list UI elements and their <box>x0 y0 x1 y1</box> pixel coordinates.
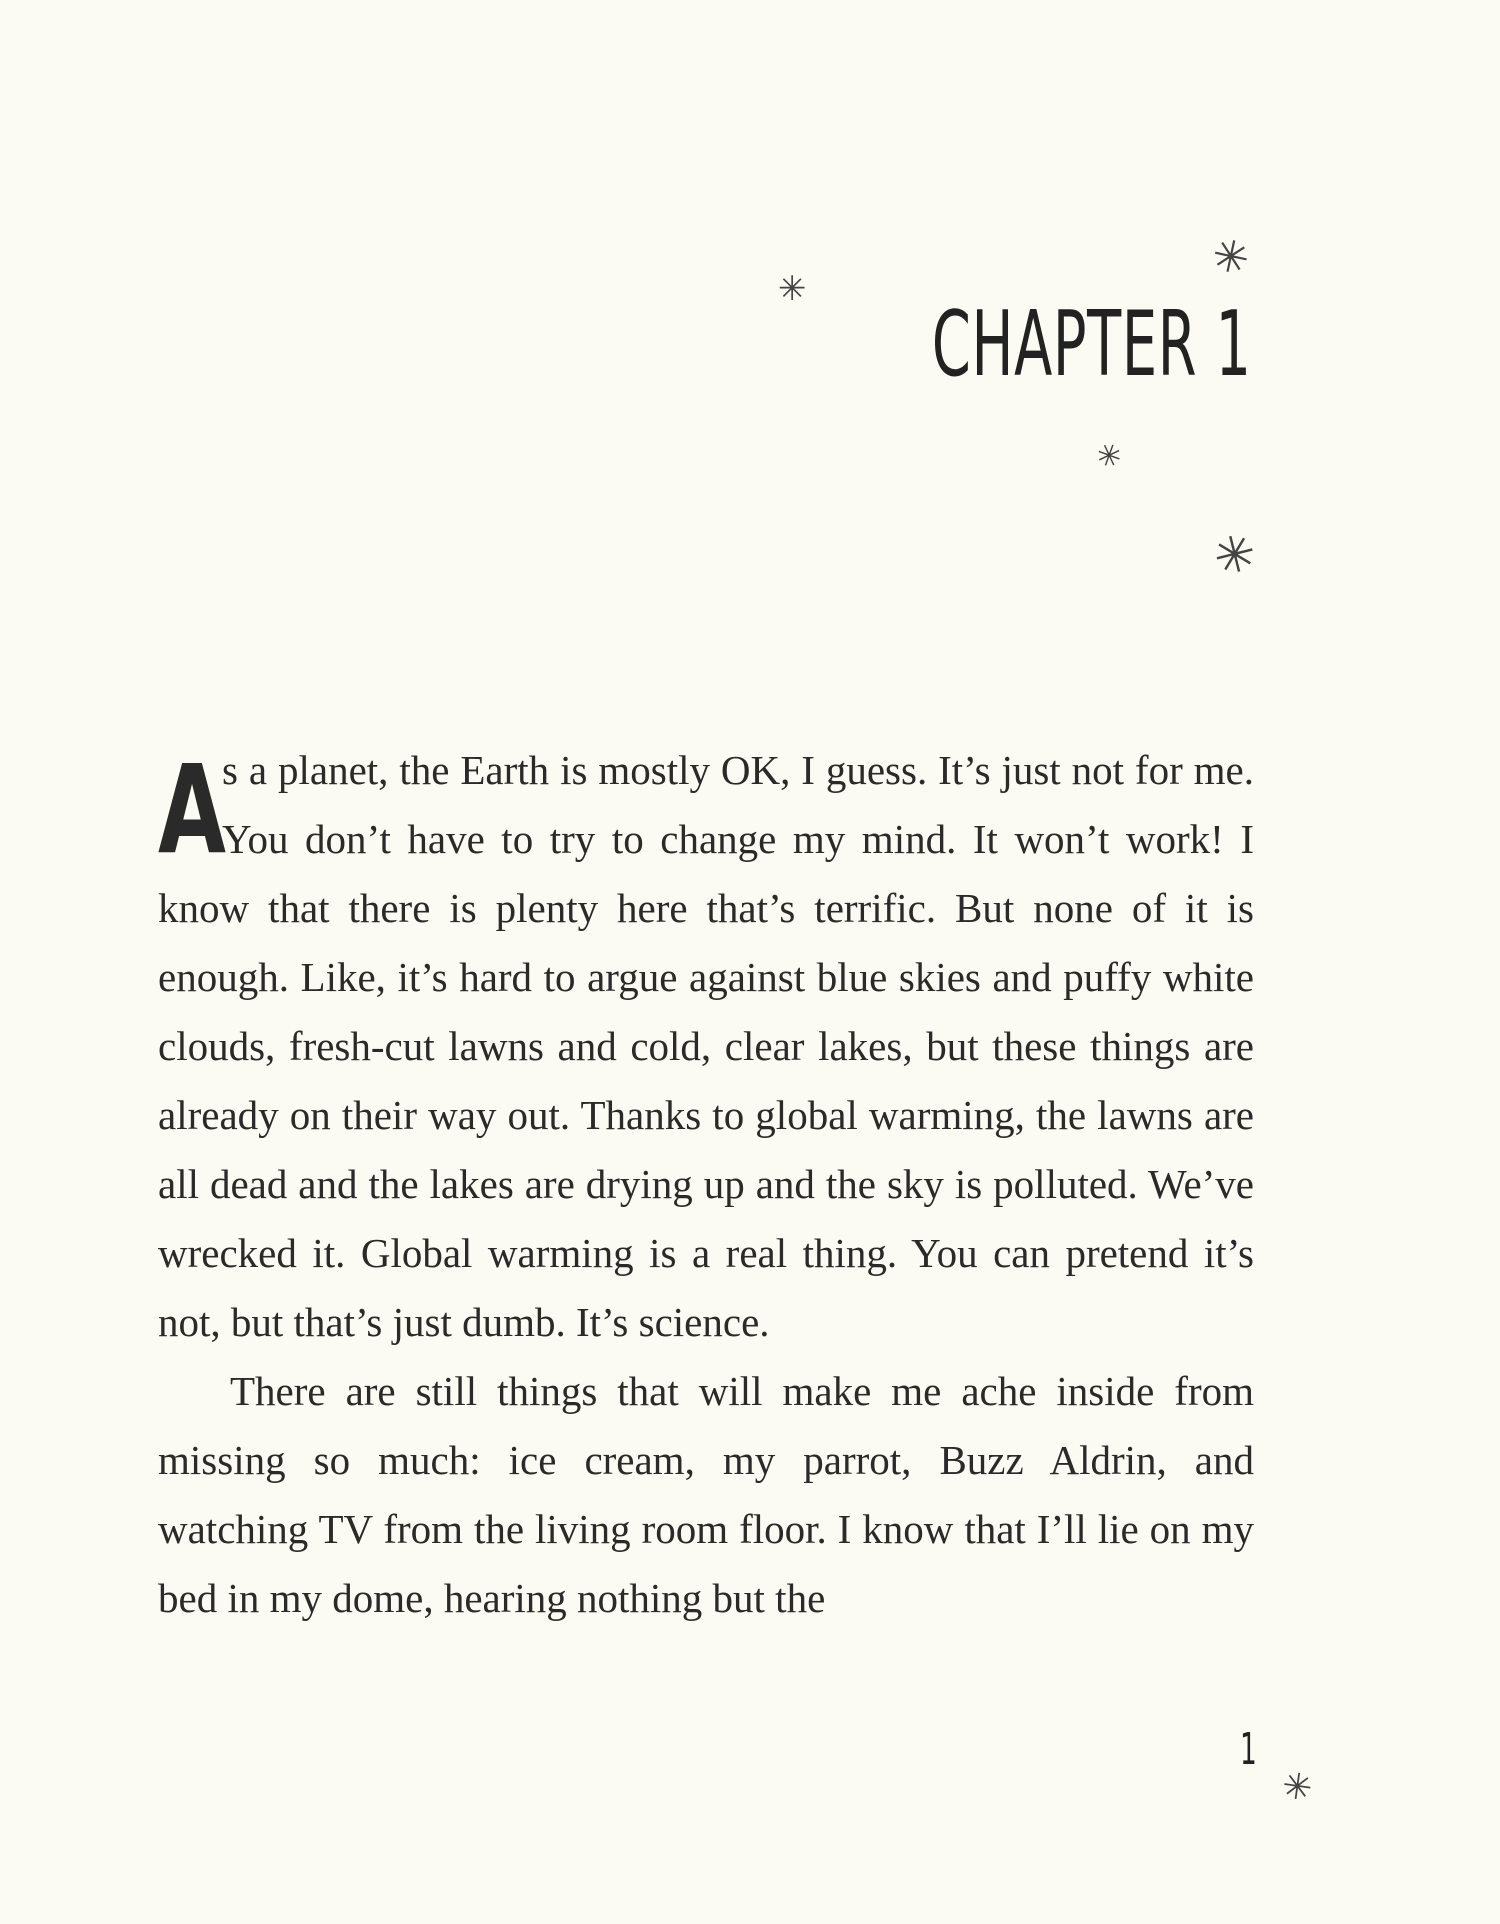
paragraph-1-text: s a planet, the Earth is mostly OK, I guess. It’s just not for me. You don’t have to try to change my mind. It won’t work! I know that there is plenty here that’s terrific. But none of it is enough. Like, it’s hard to argue against blue skies and puffy white clouds, fresh-cut lawns and cold, clear lakes, but these things are already on their way out. Thanks to global warming, the lawns are all dead and the lakes are drying up and the sky is polluted. We’ve wrecked it. Global warming is a real thing. You can pretend it’s not, but that’s just dumb. It’s science. <box>158 747 1254 1345</box>
paragraph-2: There are still things that will make me ache inside from missing so much: ice cream, my parrot, Buzz Aldrin, and watching TV from the living room floor. I know that I’ll lie on my bed in my dome, hearing nothing but the <box>158 1368 1254 1621</box>
drop-cap: A <box>158 739 226 881</box>
star-icon: ✳ <box>1279 1765 1315 1810</box>
star-icon: ✳ <box>1090 435 1127 478</box>
star-icon: ✳ <box>1207 521 1263 589</box>
page-number: 1 <box>1240 1724 1257 1775</box>
chapter-title: CHAPTER 1 <box>932 292 1252 397</box>
chapter-body <box>158 736 1254 1633</box>
star-icon: ✳ <box>1207 228 1254 287</box>
paragraph-1 <box>158 736 1254 1357</box>
star-icon: ✳ <box>778 269 807 309</box>
